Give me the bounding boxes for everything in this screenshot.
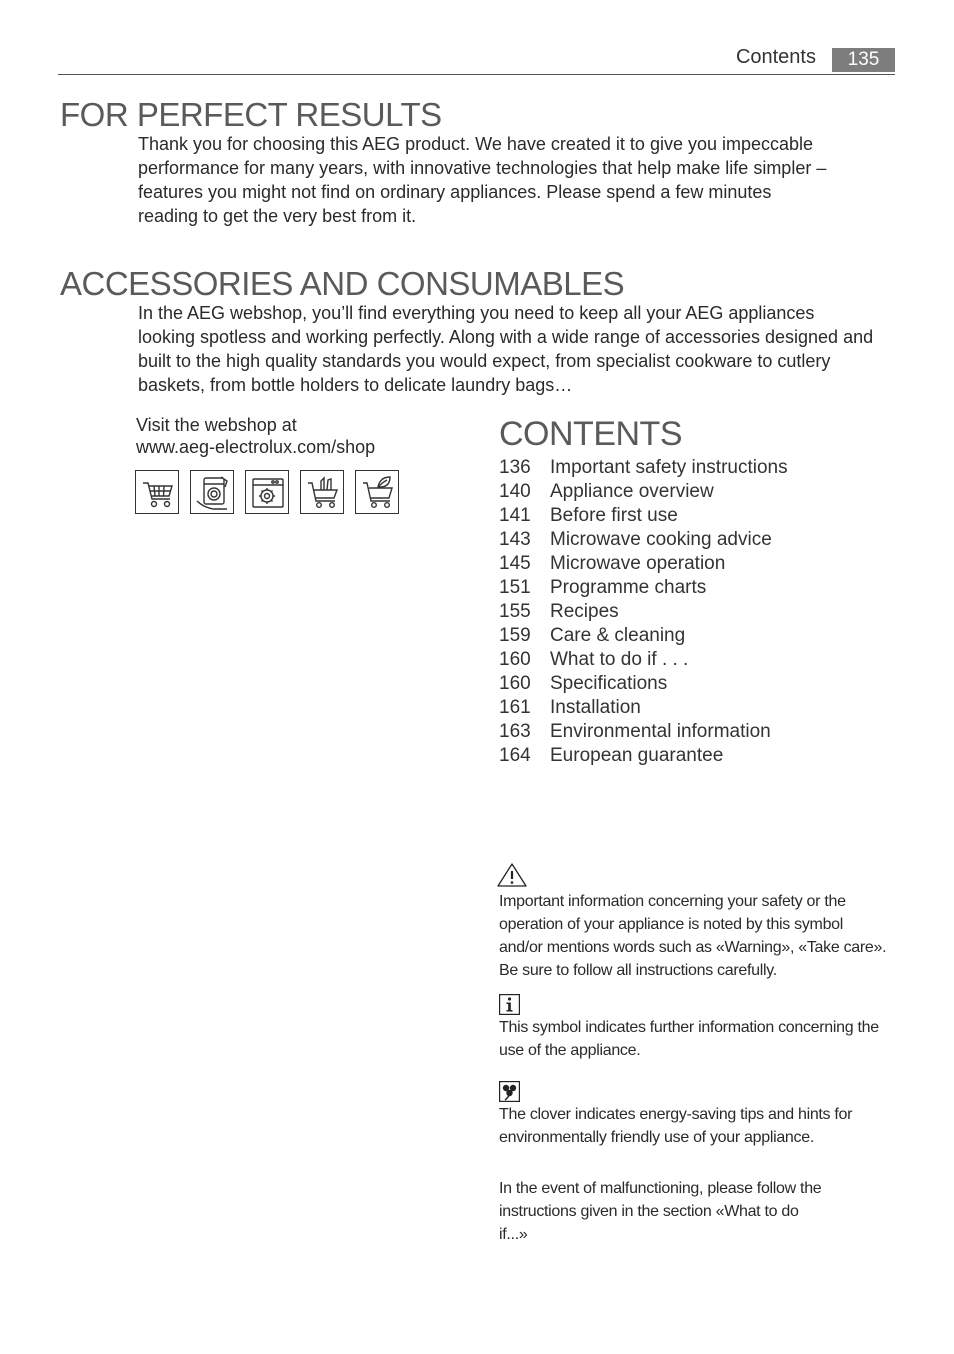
section-heading-contents: CONTENTS: [499, 415, 682, 453]
toc-page: 159: [499, 625, 531, 646]
text-line: Important information concerning your safety or the: [499, 893, 846, 910]
accessories-paragraph: [138, 301, 883, 397]
text-line: and/or mentions words such as «Warning», «Take care».: [499, 939, 887, 956]
text-line: environmentally friendly use of your appliance.: [499, 1129, 814, 1146]
text-line: Be sure to follow all instructions carefully.: [499, 962, 777, 979]
toc-label: Microwave operation: [550, 553, 726, 574]
webshop-icons: [135, 470, 399, 514]
toc-label: Appliance overview: [550, 481, 714, 502]
toc-page: 145: [499, 553, 531, 574]
text-line: In the AEG webshop, you’ll find everything you need to keep all your AEG appliances: [138, 303, 815, 323]
perfect-results-paragraph: [138, 132, 868, 228]
toc-page: 141: [499, 505, 531, 526]
toc-entry[interactable]: [499, 720, 899, 744]
toc-entry[interactable]: [499, 456, 899, 480]
warning-triangle-icon: [496, 862, 528, 893]
webshop-text: [136, 414, 456, 458]
toc-page: 140: [499, 481, 531, 502]
clover-note: [499, 1103, 894, 1149]
text-line: performance for many years, with innovative technologies that help make life simpler –: [138, 158, 827, 178]
warning-note: [499, 890, 894, 982]
toc-label: Specifications: [550, 673, 668, 694]
toc-entry[interactable]: [499, 696, 899, 720]
toc-page: 160: [499, 649, 531, 670]
page-number: 135: [832, 48, 895, 72]
toc-entry[interactable]: [499, 672, 899, 696]
header-rule: [58, 74, 895, 75]
text-line: built to the high quality standards you would expect, from specialist cookware to cutlery: [138, 351, 831, 371]
shopping-cart-icon: [135, 470, 179, 514]
toc-entry[interactable]: [499, 600, 899, 624]
toc-page: 163: [499, 721, 531, 742]
toc-entry[interactable]: [499, 480, 899, 504]
toc-label: Recipes: [550, 601, 619, 622]
cart-bottles-icon: [300, 470, 344, 514]
toc-entry[interactable]: [499, 744, 899, 768]
toc-entry[interactable]: [499, 576, 899, 600]
toc-page: 155: [499, 601, 531, 622]
toc-label: Microwave cooking advice: [550, 529, 772, 550]
toc-entry[interactable]: [499, 504, 899, 528]
toc-page: 136: [499, 457, 531, 478]
running-header-title: Contents: [735, 46, 816, 68]
toc-page: 160: [499, 673, 531, 694]
section-heading-perfect-results: FOR PERFECT RESULTS: [60, 96, 442, 133]
toc-label: Care & cleaning: [550, 625, 686, 646]
text-line: if...»: [499, 1226, 528, 1243]
toc-label: What to do if . . .: [550, 649, 689, 670]
toc-page: 143: [499, 529, 531, 550]
toc-entry[interactable]: [499, 648, 899, 672]
toc-label: Before first use: [550, 505, 678, 526]
toc-page: 164: [499, 745, 531, 766]
text-line: baskets, from bottle holders to delicate laundry bags…: [138, 375, 573, 395]
text-line: Thank you for choosing this AEG product. We have created it to give you impeccable: [138, 134, 814, 154]
toc-entry[interactable]: [499, 624, 899, 648]
text-line: reading to get the very best from it.: [138, 206, 417, 226]
table-of-contents: [499, 456, 899, 768]
text-line: looking spotless and working perfectly. Along with a wide range of accessories designed and: [138, 327, 874, 347]
text-line: features you might not find on ordinary appliances. Please spend a few minutes: [138, 182, 772, 202]
toc-page: 161: [499, 697, 531, 718]
toc-entry[interactable]: [499, 552, 899, 576]
toc-entry[interactable]: [499, 528, 899, 552]
toc-label: Programme charts: [550, 577, 707, 598]
toc-label: Installation: [550, 697, 641, 718]
text-line: The clover indicates energy-saving tips and hints for: [499, 1106, 853, 1123]
webshop-line: Visit the webshop at: [136, 415, 297, 435]
text-line: In the event of malfunctioning, please follow the: [499, 1180, 822, 1197]
washing-machine-hand-icon: [190, 470, 234, 514]
text-line: This symbol indicates further information concerning the: [499, 1019, 879, 1036]
section-heading-accessories: ACCESSORIES AND CONSUMABLES: [60, 265, 625, 302]
webshop-url[interactable]: www.aeg-electrolux.com/shop: [136, 437, 376, 457]
toc-label: Important safety instructions: [550, 457, 788, 478]
toc-label: Environmental information: [550, 721, 771, 742]
malfunction-note: [499, 1177, 839, 1246]
text-line: instructions given in the section «What to do: [499, 1203, 799, 1220]
text-line: operation of your appliance is noted by this symbol: [499, 916, 844, 933]
dishwasher-gear-icon: [245, 470, 289, 514]
cart-leaf-icon: [355, 470, 399, 514]
info-note: [499, 1016, 897, 1062]
toc-page: 151: [499, 577, 531, 598]
text-line: use of the appliance.: [499, 1042, 641, 1059]
toc-label: European guarantee: [550, 745, 724, 766]
